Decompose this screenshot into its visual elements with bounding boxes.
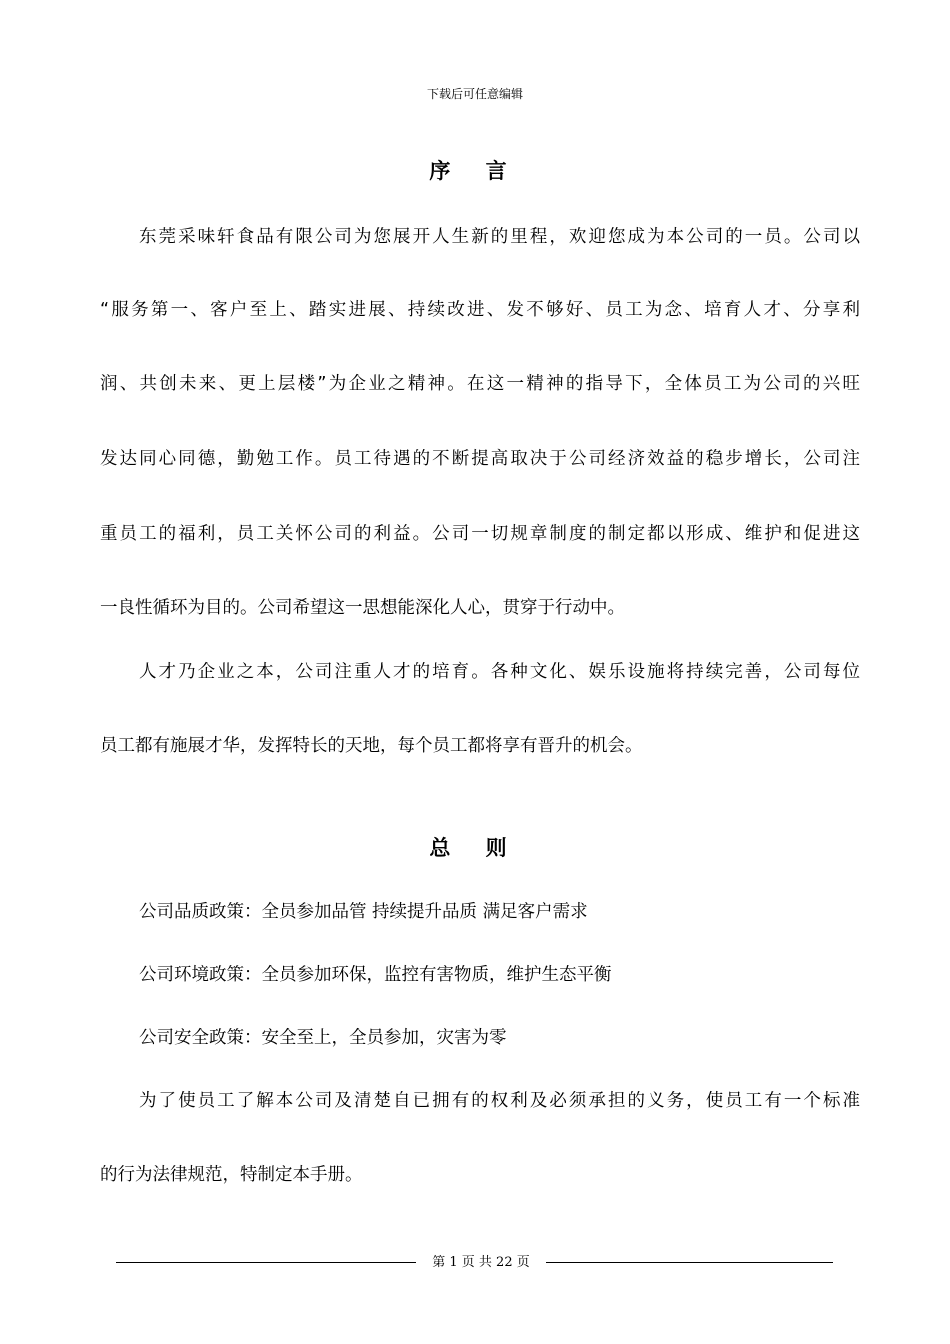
footer-rule-left: [116, 1262, 416, 1263]
page-header-note: 下载后可任意编辑: [426, 87, 523, 101]
purpose-line-2: 的行为法律规范，特制定本手册。: [100, 1165, 363, 1185]
preface-line-1: 东莞采味轩食品有限公司为您展开人生新的里程，欢迎您成为本公司的一员。公司以: [139, 227, 860, 247]
preface-line-6: 一良性循环为目的。公司希望这一思想能深化人心，贯穿于行动中。: [100, 598, 625, 618]
preface-line-4: 发达同心同德，勤勉工作。员工待遇的不断提高取决于公司经济效益的稳步增长，公司注: [100, 449, 860, 469]
preface-line-8: 员工都有施展才华，发挥特长的天地，每个员工都将享有晋升的机会。: [100, 736, 643, 756]
footer-rule-right: [546, 1262, 833, 1263]
preface-title: 序 言: [429, 159, 521, 183]
preface-line-7: 人才乃企业之本，公司注重人才的培育。各种文化、娱乐设施将持续完善，公司每位: [139, 662, 860, 682]
preface-line-5: 重员工的福利，员工关怀公司的利益。公司一切规章制度的制定都以形成、维护和促进这: [100, 524, 860, 544]
preface-line-2: “服务第一、客户至上、踏实进展、持续改进、发不够好、员工为念、培育人才、分享利: [100, 300, 860, 320]
purpose-line-1: 为了使员工了解本公司及清楚自已拥有的权利及必须承担的义务，使员工有一个标准: [139, 1091, 860, 1111]
general-title: 总 则: [429, 836, 521, 860]
footer-page-number: 第 1 页 共 22 页: [432, 1255, 530, 1270]
preface-line-3: 润、共创未来、更上层楼”为企业之精神。在这一精神的指导下，全体员工为公司的兴旺: [100, 374, 860, 394]
environment-policy: 公司环境政策：全员参加环保，监控有害物质，维护生态平衡: [139, 965, 612, 985]
quality-policy: 公司品质政策：全员参加品管 持续提升品质 满足客户需求: [139, 902, 588, 922]
safety-policy: 公司安全政策：安全至上，全员参加，灾害为零: [139, 1028, 507, 1048]
